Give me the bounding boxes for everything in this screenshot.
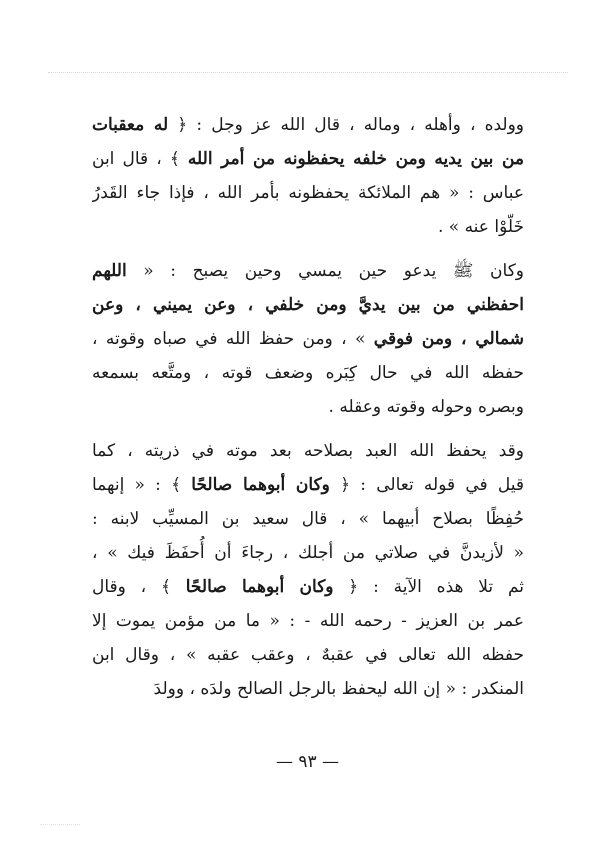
text-segment: وقد يحفظ الله العبد بصلاحه بعد موته في ذريته ، كما bbox=[92, 441, 524, 461]
text-segment: ﴾ ، قال ابن bbox=[92, 149, 188, 169]
text-line bbox=[92, 288, 524, 322]
text-segment: وبصره وحوله وقوته وعقله . bbox=[328, 397, 524, 417]
text-segment: » ، ومن حفظ الله في صباه وقوته ، bbox=[92, 329, 374, 349]
text-line bbox=[92, 672, 524, 706]
text-line bbox=[92, 434, 524, 468]
text-line bbox=[92, 468, 524, 502]
text-segment: وكان ﷺ يدعو حين يمسي وحين يصبح : « bbox=[126, 261, 524, 281]
quoted-text-bold: من بين يديه ومن خلفه يحفظونه من أمر الله bbox=[187, 149, 524, 169]
text-segment: قيل في قوله تعالى : ﴿ bbox=[329, 475, 524, 495]
text-line bbox=[92, 356, 524, 390]
text-segment: وولده ، وأهله ، وماله ، قال الله عز وجل : ﴿ bbox=[168, 115, 524, 135]
text-line bbox=[92, 638, 524, 672]
text-line bbox=[92, 604, 524, 638]
text-line bbox=[92, 176, 524, 210]
quoted-text-bold: اللهم bbox=[92, 261, 127, 281]
text-line bbox=[92, 210, 524, 244]
text-line bbox=[92, 570, 524, 604]
text-line bbox=[92, 254, 524, 288]
quoted-text-bold: له معقبات bbox=[92, 115, 169, 135]
text-line bbox=[92, 390, 524, 424]
quoted-text-bold: احفظني من بين يديَّ ومن خلفي ، وعن يميني ، وعن bbox=[92, 295, 524, 315]
text-segment: المنكدر : « إن الله ليحفظ بالرجل الصالح ولدَه ، وولدَ bbox=[153, 679, 524, 699]
text-line bbox=[92, 108, 524, 142]
header-rule bbox=[48, 72, 568, 73]
quoted-text-bold: وكان أبوهما صالحًا bbox=[191, 475, 330, 495]
text-segment: ثم تلا هذه الآية : ﴿ bbox=[333, 577, 524, 597]
text-segment: ﴾ : « إنهما bbox=[92, 475, 192, 495]
text-segment: خَلّوْا عنه » . bbox=[437, 217, 524, 237]
paragraph bbox=[92, 108, 524, 244]
footer-rule bbox=[40, 824, 80, 833]
paragraph bbox=[92, 434, 524, 706]
text-segment: حفظه الله تعالى في عقبهٌ ، وعقب عقبه » ، وقال ابن bbox=[92, 645, 524, 665]
paragraph bbox=[92, 254, 524, 424]
page-number: — ٩٣ — bbox=[275, 752, 340, 772]
body-text bbox=[92, 108, 524, 716]
text-line bbox=[92, 142, 524, 176]
text-segment: حفظه الله في حال كِبَره وضعف قوته ، ومتَّعه بسمعه bbox=[92, 363, 524, 383]
text-segment: حُفِظًا بصلاح أبيهما » ، قال سعيد بن المسيِّب لابنه : bbox=[92, 509, 524, 529]
quoted-text-bold: وكان أبوهما صالحًا bbox=[185, 577, 334, 597]
text-segment: ﴾ ، وقال bbox=[92, 577, 186, 597]
text-line bbox=[92, 502, 524, 536]
text-segment: « لأزيدنَّ في صلاتي من أجلك ، رجاءَ أن أُحفَظَ فيك » ، bbox=[92, 543, 524, 563]
quoted-text-bold: شمالي ، ومن فوقي bbox=[373, 329, 524, 349]
text-segment: عباس : « هم الملائكة يحفظونه بأمر الله ، فإذا جاء القَدرُ bbox=[92, 183, 524, 203]
text-segment: عمر بن العزيز - رحمه الله - : « ما من مؤمن يموت إلا bbox=[92, 611, 524, 631]
text-line bbox=[92, 322, 524, 356]
text-line bbox=[92, 536, 524, 570]
